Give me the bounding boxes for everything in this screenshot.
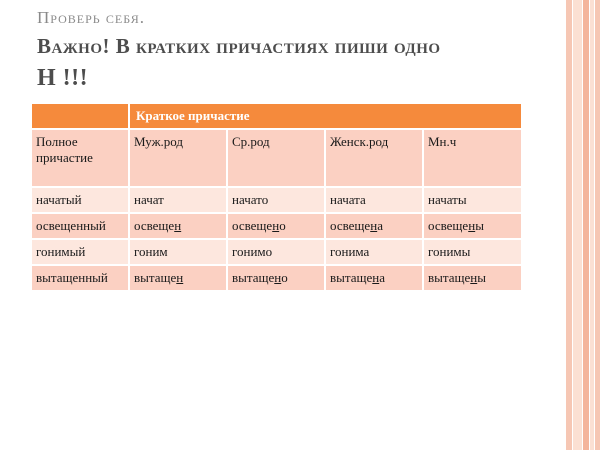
short-participle-cell <box>227 265 325 291</box>
short-participle-cell <box>129 187 227 213</box>
short-participle-cell <box>423 265 521 291</box>
word-ending: ы <box>477 270 486 285</box>
short-participle-cell <box>325 265 423 291</box>
column-header-fem: Женск.род <box>325 129 423 187</box>
word-stem: освеще <box>232 218 273 233</box>
word-ending: о <box>279 218 286 233</box>
table-row <box>31 213 521 239</box>
word-ending: а <box>377 218 383 233</box>
word-stem: начат <box>134 192 164 207</box>
underlined-letter: н <box>272 218 280 233</box>
short-participle-cell <box>129 213 227 239</box>
word-stem: освеще <box>134 218 175 233</box>
decorative-stripe <box>573 0 582 450</box>
full-participle-cell: гонимый <box>31 239 129 265</box>
underlined-letter: н <box>370 218 378 233</box>
full-participle-cell: начатый <box>31 187 129 213</box>
column-header-plural: Мн.ч <box>423 129 521 187</box>
table-column-header-row <box>31 129 521 187</box>
word-ending: ы <box>475 218 484 233</box>
full-participle-cell: освещенный <box>31 213 129 239</box>
word-stem: вытаще <box>232 270 275 285</box>
word-stem: гонимы <box>428 244 471 259</box>
decorative-stripe <box>583 0 589 450</box>
heading-line-1: Важно! В кратких причастиях пиши одно <box>37 34 441 58</box>
word-stem: вытаще <box>428 270 471 285</box>
word-stem: гонимо <box>232 244 273 259</box>
decorative-stripe <box>590 0 594 450</box>
word-stem: гонима <box>330 244 370 259</box>
word-stem: вытаще <box>330 270 373 285</box>
column-header-neut: Ср.род <box>227 129 325 187</box>
table-row <box>31 187 521 213</box>
word-stem: вытаще <box>134 270 177 285</box>
short-participle-cell <box>227 213 325 239</box>
word-stem: начаты <box>428 192 467 207</box>
decorative-stripe <box>595 0 600 450</box>
short-participle-cell <box>227 239 325 265</box>
short-participle-cell <box>227 187 325 213</box>
short-participle-cell <box>325 239 423 265</box>
full-participle-cell: вытащенный <box>31 265 129 291</box>
word-ending: о <box>281 270 288 285</box>
short-participle-cell <box>423 239 521 265</box>
short-participle-cell <box>325 187 423 213</box>
underlined-letter: н <box>174 218 182 233</box>
word-stem: освеще <box>330 218 371 233</box>
short-participle-cell <box>423 213 521 239</box>
short-participle-cell <box>129 265 227 291</box>
short-participle-cell <box>129 239 227 265</box>
column-header-masc: Муж.род <box>129 129 227 187</box>
word-stem: гоним <box>134 244 168 259</box>
column-header-full: Полное причастие <box>31 129 129 187</box>
word-stem: начато <box>232 192 269 207</box>
short-participle-cell <box>423 187 521 213</box>
word-stem: начата <box>330 192 366 207</box>
participles-table <box>30 104 521 292</box>
underlined-letter: н <box>176 270 184 285</box>
word-ending: а <box>379 270 386 285</box>
table-row <box>31 239 521 265</box>
table-body <box>31 187 521 291</box>
underlined-letter: н <box>372 270 380 285</box>
underlined-letter: н <box>470 270 478 285</box>
table-row <box>31 265 521 291</box>
underlined-letter: н <box>468 218 476 233</box>
word-stem: освеще <box>428 218 469 233</box>
slide-subtitle: Проверь себя. <box>37 8 145 27</box>
underlined-letter: н <box>274 270 282 285</box>
slide-heading <box>37 30 537 94</box>
decorative-stripe <box>566 0 572 450</box>
short-participle-cell <box>325 213 423 239</box>
table-group-header-row <box>31 104 521 129</box>
table-group-header: Краткое причастие <box>129 104 521 129</box>
table-header-blank <box>31 104 129 129</box>
heading-line-2: Н !!! <box>37 65 89 91</box>
